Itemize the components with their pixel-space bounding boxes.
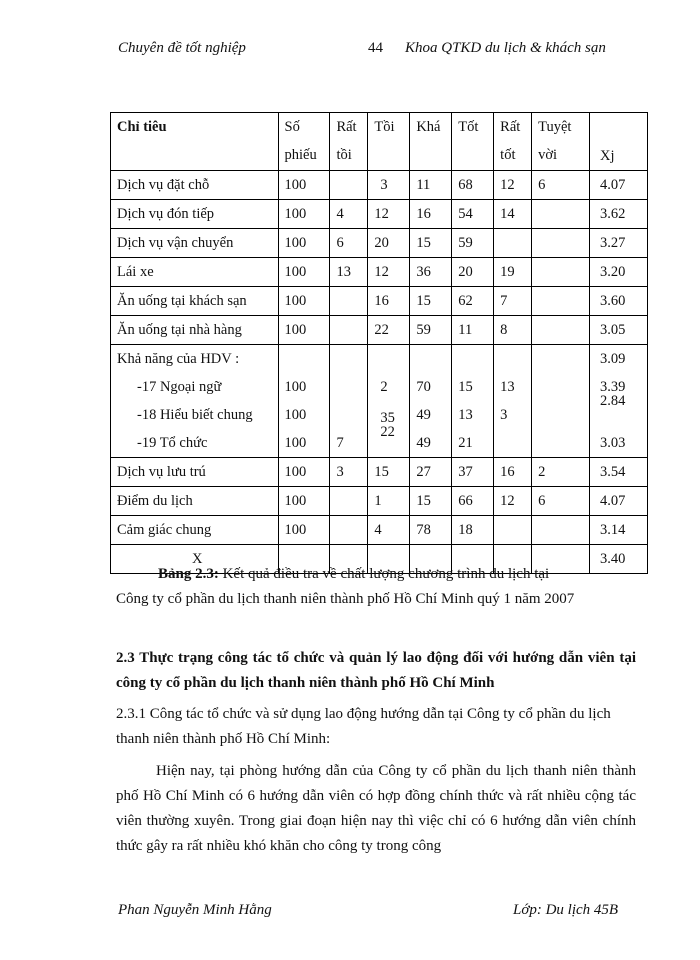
hdv-sub-label: -18 Hiểu biết chung — [137, 407, 253, 423]
cell-xj: 4.07 — [590, 171, 648, 200]
page-number: 44 — [368, 40, 383, 56]
cell-label: Dịch vụ đón tiếp — [111, 200, 279, 229]
total-label: X — [111, 545, 279, 574]
cell-tot: 68 — [452, 171, 494, 200]
cell-so-phieu: 100 — [278, 200, 330, 229]
cell-tot: 59 — [452, 229, 494, 258]
cell-tot: 20 — [452, 258, 494, 287]
table-row — [111, 171, 648, 200]
hdv-so-phieu: 100 100 100 — [278, 345, 330, 458]
cell-label: Ăn uống tại khách sạn — [111, 287, 279, 316]
cell-so-phieu: 100 — [278, 487, 330, 516]
hdv-kha: 70 49 49 — [410, 345, 452, 458]
cell-rat-toi — [330, 287, 368, 316]
header-right: Khoa QTKD du lịch & khách sạn — [405, 40, 606, 56]
cell-rat-tot: 19 — [494, 258, 532, 287]
col-rat-tot: Rất tốt — [494, 113, 532, 171]
cell-xj: 4.07 — [590, 487, 648, 516]
table-caption-line2: Công ty cổ phần du lịch thanh niên thành phố Hồ Chí Minh quý 1 năm 2007 — [116, 591, 575, 607]
table-row-hdv — [111, 345, 648, 458]
cell-label: Cảm giác chung — [111, 516, 279, 545]
cell-rat-tot: 8 — [494, 316, 532, 345]
col-xj: Xj — [590, 113, 648, 171]
cell-xj: 3.05 — [590, 316, 648, 345]
cell-tuyet-voi: 2 — [532, 458, 590, 487]
cell-tuyet-voi: 6 — [532, 171, 590, 200]
cell-kha: 11 — [410, 171, 452, 200]
col-kha: Khá — [410, 113, 452, 171]
hdv-tot: 15 13 21 — [452, 345, 494, 458]
footer-author: Phan Nguyễn Minh Hằng — [118, 902, 272, 918]
hdv-rat-tot: 13 3 — [494, 345, 532, 458]
cell-tot: 37 — [452, 458, 494, 487]
cell-label: Dịch vụ vận chuyển — [111, 229, 279, 258]
hdv-toi: 2 35 22 — [368, 345, 410, 458]
cell-tuyet-voi — [532, 316, 590, 345]
table-row — [111, 229, 648, 258]
cell-rat-toi: 4 — [330, 200, 368, 229]
cell-tuyet-voi — [532, 516, 590, 545]
hdv-tuyet-voi — [532, 345, 590, 458]
cell-rat-tot: 12 — [494, 171, 532, 200]
cell-rat-tot — [494, 229, 532, 258]
cell-rat-toi — [330, 487, 368, 516]
cell-tot: 62 — [452, 287, 494, 316]
caption-label: Bảng 2.3: — [158, 566, 219, 582]
body-paragraph: Hiện nay, tại phòng hướng dẫn của Công ty cổ phần du lịch thanh niên thành phố Hồ Chí Minh có 6 hướng dẫn viên có hợp đồng chính thức và rất nhiều cộng tác viên thường xuyên. Trong giai đoạn hiện nay thì việc chỉ có 6 hướng dẫn viên chính thức gây ra rất nhiều khó khăn cho công ty trong công — [116, 763, 636, 854]
table-row — [111, 200, 648, 229]
cell-xj: 3.14 — [590, 516, 648, 545]
col-tuyet-voi: Tuyệt vời — [532, 113, 590, 171]
cell-tuyet-voi — [532, 258, 590, 287]
table-row — [111, 258, 648, 287]
cell-rat-tot: 14 — [494, 200, 532, 229]
hdv-label-cell — [111, 345, 279, 458]
cell-tot: 11 — [452, 316, 494, 345]
cell-so-phieu: 100 — [278, 229, 330, 258]
cell-kha: 27 — [410, 458, 452, 487]
cell-tuyet-voi — [532, 229, 590, 258]
cell-xj: 3.27 — [590, 229, 648, 258]
cell-rat-tot: 16 — [494, 458, 532, 487]
cell-so-phieu: 100 — [278, 171, 330, 200]
cell-label: Điểm du lịch — [111, 487, 279, 516]
cell-rat-toi: 13 — [330, 258, 368, 287]
header-left: Chuyên đề tốt nghiệp — [118, 40, 246, 56]
table-row — [111, 458, 648, 487]
cell-kha: 59 — [410, 316, 452, 345]
survey-table — [110, 112, 648, 574]
cell-kha: 16 — [410, 200, 452, 229]
cell-rat-tot — [494, 516, 532, 545]
cell-toi: 1 — [368, 487, 410, 516]
cell-tot: 54 — [452, 200, 494, 229]
table-row — [111, 516, 648, 545]
cell-rat-toi: 3 — [330, 458, 368, 487]
cell-so-phieu: 100 — [278, 516, 330, 545]
col-rat-toi: Rất tồi — [330, 113, 368, 171]
cell-tuyet-voi — [532, 287, 590, 316]
footer-class: Lớp: Du lịch 45B — [513, 902, 619, 918]
cell-tuyet-voi — [532, 200, 590, 229]
cell-rat-toi: 6 — [330, 229, 368, 258]
hdv-rat-toi: 7 — [330, 345, 368, 458]
cell-xj: 3.20 — [590, 258, 648, 287]
cell-kha: 36 — [410, 258, 452, 287]
cell-rat-tot: 12 — [494, 487, 532, 516]
cell-toi: 12 — [368, 258, 410, 287]
cell-label: Dịch vụ đặt chỗ — [111, 171, 279, 200]
cell-label: Lái xe — [111, 258, 279, 287]
caption-text: Kết quả điều tra về chất lượng chương trình du lịch tại — [218, 566, 550, 582]
cell-rat-toi — [330, 516, 368, 545]
cell-so-phieu: 100 — [278, 258, 330, 287]
cell-rat-tot: 7 — [494, 287, 532, 316]
cell-kha: 15 — [410, 229, 452, 258]
cell-tuyet-voi: 6 — [532, 487, 590, 516]
cell-kha: 15 — [410, 487, 452, 516]
section-title: 2.3 Thực trạng công tác tổ chức và quản lý lao động đối với hướng dẫn viên tại công ty cổ phần du lịch thanh niên thành phố Hồ Chí Minh — [116, 650, 636, 691]
table-caption-line1 — [158, 566, 658, 583]
cell-toi: 12 — [368, 200, 410, 229]
cell-toi: 22 — [368, 316, 410, 345]
cell-toi: 4 — [368, 516, 410, 545]
hdv-xj: 3.09 3.39 2.84 3.03 — [590, 345, 648, 458]
cell-so-phieu: 100 — [278, 458, 330, 487]
total-xj: 3.40 — [590, 545, 648, 574]
hdv-sub-label: -17 Ngoại ngữ — [137, 379, 222, 395]
cell-xj: 3.54 — [590, 458, 648, 487]
cell-rat-toi — [330, 316, 368, 345]
col-tot: Tốt — [452, 113, 494, 171]
subsection-title: 2.3.1 Công tác tổ chức và sử dụng lao động hướng dẫn tại Công ty cổ phần du lịch thanh niên thành phố Hồ Chí Minh: — [116, 706, 611, 747]
cell-label: Dịch vụ lưu trú — [111, 458, 279, 487]
cell-tot: 18 — [452, 516, 494, 545]
cell-so-phieu: 100 — [278, 287, 330, 316]
cell-toi: 20 — [368, 229, 410, 258]
col-chi-tieu: Chỉ tiêu — [111, 113, 279, 171]
hdv-sub-label: -19 Tổ chức — [137, 435, 208, 451]
cell-label: Ăn uống tại nhà hàng — [111, 316, 279, 345]
table-row — [111, 487, 648, 516]
table-header-row — [111, 113, 648, 171]
table-row — [111, 316, 648, 345]
cell-so-phieu: 100 — [278, 316, 330, 345]
col-toi: Tồi — [368, 113, 410, 171]
col-so-phieu: Số phiếu — [278, 113, 330, 171]
cell-xj: 3.60 — [590, 287, 648, 316]
hdv-label: Khả năng của HDV : — [117, 351, 240, 367]
cell-toi: 3 — [368, 171, 410, 200]
cell-kha: 15 — [410, 287, 452, 316]
cell-rat-toi — [330, 171, 368, 200]
table-row — [111, 287, 648, 316]
cell-kha: 78 — [410, 516, 452, 545]
cell-xj: 3.62 — [590, 200, 648, 229]
cell-tot: 66 — [452, 487, 494, 516]
cell-toi: 16 — [368, 287, 410, 316]
cell-toi: 15 — [368, 458, 410, 487]
